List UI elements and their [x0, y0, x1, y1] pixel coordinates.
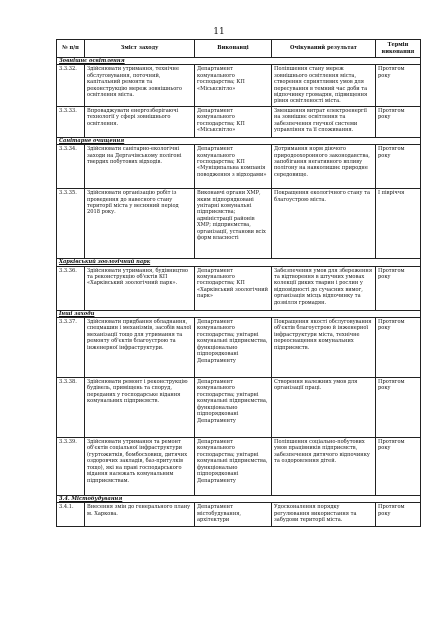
cell-number: 3.3.37.: [57, 318, 85, 378]
cell-number: 3.4.1.: [57, 503, 85, 527]
cell-executors: Департамент комунального господарства; унітарні комунальні підприємства, функціонально підпорядковані Департаменту: [195, 318, 272, 378]
table-row: [57, 266, 421, 310]
cell-content: Здійснювати організацію робіт із проведення до навесного стану території міста у весняний період 2018 року.: [85, 189, 195, 259]
cell-content: Здійснювати утримання, будівництво та реконструкцію об'єктів КП «Харківський зоологічний парк».: [85, 266, 195, 310]
table-row: [57, 318, 421, 378]
cell-result: Удосконалення порядку регулювання використання та забудови території міста.: [272, 503, 376, 527]
table-row: [57, 378, 421, 438]
table-row: [57, 503, 421, 527]
section-row: [57, 137, 421, 144]
table-body: [57, 58, 421, 527]
section-title: Інші заходи: [57, 310, 421, 317]
cell-term: Протягом року: [376, 106, 421, 137]
cell-content: Здійснювати придбання обладнання, спецмашин і механізмів, засобів малої механізації тощо для утримання та ремонту об'єктів благоустрою та інженерної інфраструктури.: [85, 318, 195, 378]
header-content: Зміст заходу: [85, 40, 195, 58]
header-term: Термін виконання: [376, 40, 421, 58]
cell-executors: Департамент комунального господарства; КП «Міськсвітло»: [195, 106, 272, 137]
cell-result: Зменшення витрат електроенергії на зовнішнє освітлення та забезпечення гнучкої системи управління та її споживання.: [272, 106, 376, 137]
cell-term: Протягом року: [376, 438, 421, 496]
cell-number: 3.3.35.: [57, 189, 85, 259]
cell-number: 3.3.34.: [57, 145, 85, 189]
cell-executors: Департамент комунального господарства; унітарні комунальні підприємства, функціонально підпорядковані Департаменту: [195, 438, 272, 496]
cell-executors: Департамент комунального господарства; КП «Харківський зоологічний парк»: [195, 266, 272, 310]
cell-number: 3.3.38.: [57, 378, 85, 438]
cell-term: Протягом року: [376, 503, 421, 527]
header-number: № п/п: [57, 40, 85, 58]
cell-term: Протягом року: [376, 266, 421, 310]
cell-result: Дотримання норм діючого природоохоронного законодавства, запобігання негативного впливу полігону на навколишнє природне середовище.: [272, 145, 376, 189]
cell-result: Забезпечення умов для збереження та відтворення в штучних умовах колекції диких тварин і рослин у відповідності до сучасних вимог, організація місць відпочинку та дозвілля громадян.: [272, 266, 376, 310]
cell-term: І півріччя: [376, 189, 421, 259]
section-row: [57, 259, 421, 266]
table-row: [57, 189, 421, 259]
section-title: 3.4. Містобудування: [57, 496, 421, 503]
cell-content: Впроваджувати енергозберігаючі технології у сфері зовнішнього освітлення.: [85, 106, 195, 137]
cell-content: Здійснювати утримання, технічне обслуговування, поточний, капітальний ремонти та реконструкцію мереж зовнішнього освітлення міста.: [85, 65, 195, 106]
cell-number: 3.3.32.: [57, 65, 85, 106]
cell-content: Внесення змін до генерального плану м. Харкова.: [85, 503, 195, 527]
cell-term: Протягом року: [376, 318, 421, 378]
cell-result: Поліпшення соціально-побутових умов працівників підприємств, забезпечення дитячого відпочинку та оздоровлення дітей.: [272, 438, 376, 496]
cell-result: Покращення екологічного стану та благоустрою міста.: [272, 189, 376, 259]
cell-term: Протягом року: [376, 378, 421, 438]
cell-term: Протягом року: [376, 65, 421, 106]
cell-executors: Департамент комунального господарства; КП «Муніципальна компанія поводження з відходами»: [195, 145, 272, 189]
section-row: [57, 310, 421, 317]
header-result: Очікуваний результат: [272, 40, 376, 58]
cell-term: Протягом року: [376, 145, 421, 189]
cell-executors: Департамент комунального господарства; КП «Міськсвітло»: [195, 65, 272, 106]
cell-number: 3.3.36.: [57, 266, 85, 310]
table-row: [57, 145, 421, 189]
cell-number: 3.3.39.: [57, 438, 85, 496]
cell-result: Покращення якості обслуговування об'єктів благоустрою й інженерної інфраструктури міста, технічне переоснащення комунальних підприємств.: [272, 318, 376, 378]
cell-content: Здійснювати ремонт і реконструкцію будівель, приміщень та споруд, переданих у господарське відання комунальних підприємств.: [85, 378, 195, 438]
section-title: Харківський зоологічний парк: [57, 259, 421, 266]
measures-table: [56, 39, 421, 527]
table-row: [57, 438, 421, 496]
cell-content: Здійснювати санітарно-екологічні заходи на Дергачівському полігоні твердих побутових відходів.: [85, 145, 195, 189]
table-header-row: [57, 40, 421, 58]
cell-executors: Департамент містобудування, архітектури: [195, 503, 272, 527]
section-title: Зовнішнє освітлення: [57, 58, 421, 65]
cell-executors: Виконавчі органи ХМР, яким підпорядковані унітарні комунальні підприємства; адміністрації районів ХМР; підприємства, організації, установи всіх форм власності: [195, 189, 272, 259]
cell-content: Здійснювати утримання та ремонт об'єктів соціальної інфраструктури (гуртожитків, бомбосховищ, дитячих оздоровчих закладів, баз-притулків тощо), які на праві господарського відання належать комунальним підприємствам.: [85, 438, 195, 496]
section-title: Санітарне очищення: [57, 137, 421, 144]
section-row: [57, 496, 421, 503]
cell-executors: Департамент комунального господарства; унітарні комунальні підприємства, функціонально підпорядковані Департаменту: [195, 378, 272, 438]
cell-result: Поліпшення стану мереж зовнішнього освітлення міста, створення сприятливих умов для пересування в темний час доби та відпочинку громадян, підвищення рівня освітленості міста.: [272, 65, 376, 106]
cell-number: 3.3.33.: [57, 106, 85, 137]
cell-result: Створення належних умов для організації праці.: [272, 378, 376, 438]
section-row: [57, 58, 421, 65]
header-executors: Виконавці: [195, 40, 272, 58]
table-row: [57, 65, 421, 106]
page-number: 11: [213, 27, 225, 37]
table-row: [57, 106, 421, 137]
